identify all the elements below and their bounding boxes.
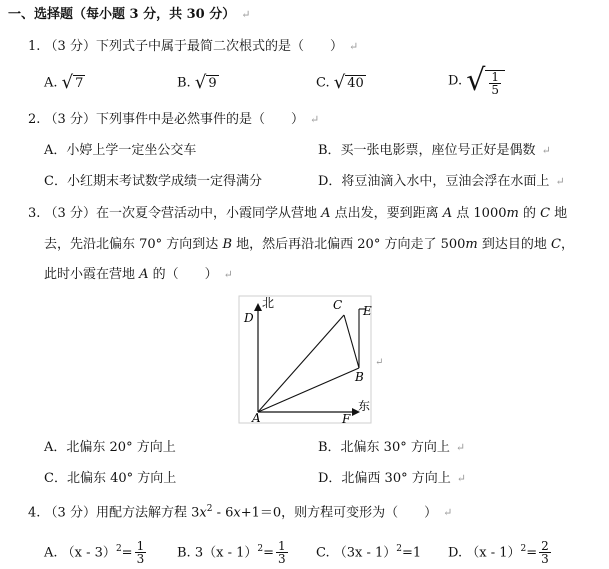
question-text: （3 分）下列事件中是必然事件的是（ ） <box>44 112 304 127</box>
question-3-line-2 <box>44 236 574 254</box>
text-run: 点出发，要到距离 <box>330 206 443 221</box>
option-label: C. <box>316 75 330 91</box>
q1-option-c <box>316 74 366 93</box>
fraction <box>135 540 147 565</box>
point-a: A <box>321 206 331 221</box>
sqrt-sign: √ <box>333 72 346 93</box>
radicand: 7 <box>75 76 84 91</box>
paragraph-mark: ↵ <box>443 506 453 520</box>
point-b: B <box>222 237 233 252</box>
expression: 3（x - 1） <box>194 545 258 561</box>
numerator: 1 <box>278 539 286 554</box>
q2-option-a: A．小婷上学一定坐公交车 <box>44 143 197 158</box>
paragraph-mark: ↵ <box>241 8 251 21</box>
expression: （x - 1） <box>466 545 521 561</box>
direction-diagram <box>238 295 388 425</box>
sqrt-expression <box>334 74 366 92</box>
label-d: D <box>244 311 254 325</box>
section-title <box>8 6 250 24</box>
denominator: 3 <box>278 552 286 567</box>
q3-option-b <box>318 439 465 457</box>
east-label: 东 <box>358 399 371 413</box>
sqrt-sign: √ <box>61 72 74 93</box>
q4-option-a <box>44 536 148 566</box>
expression: （3x - 1） <box>333 545 397 561</box>
option-text: D．北偏西 30° 方向上 <box>318 471 451 486</box>
text-run: （3 分）在一次夏令营活动中，小霞同学从营地 <box>44 206 322 221</box>
segment-ab <box>258 368 359 412</box>
paragraph-mark: ↵ <box>455 441 466 454</box>
q4-option-d <box>448 536 553 566</box>
q2-option-b <box>318 142 551 160</box>
q1-option-d <box>448 63 505 98</box>
point-a: A <box>139 267 149 282</box>
option-text: D．将豆油滴入水中，豆油会浮在水面上 <box>318 174 550 189</box>
numerator: 1 <box>136 539 145 554</box>
sqrt-expression <box>195 74 219 92</box>
radicand: 9 <box>208 76 217 91</box>
question-3-line-3 <box>44 266 233 284</box>
text-run: 的（ ） <box>148 267 218 282</box>
paragraph-mark: ↵ <box>375 357 384 368</box>
q4-option-c <box>316 536 421 566</box>
equals: = <box>263 545 274 561</box>
text-run: 地 <box>550 206 568 221</box>
paragraph-mark: ↵ <box>348 40 359 53</box>
option-label: D. <box>448 545 463 561</box>
sqrt-sign: √ <box>466 63 486 98</box>
question-number: 2. <box>28 112 41 127</box>
text-run: 到达目的地 <box>477 237 551 252</box>
north-label: 北 <box>262 296 275 310</box>
q1-option-a <box>44 74 85 93</box>
unit-m: m <box>465 237 478 252</box>
q1-option-b <box>177 74 219 93</box>
variable-x: x <box>199 505 207 521</box>
paragraph-mark: ↵ <box>223 268 233 281</box>
text-run: 地，然后再沿北偏西 20° 方向走了 500 <box>232 237 466 252</box>
exponent: 2 <box>257 544 264 554</box>
label-e: E <box>363 304 372 318</box>
denominator: 3 <box>136 552 145 567</box>
label-f: F <box>342 412 351 425</box>
q3-option-d <box>318 470 466 488</box>
q3-option-c: C．北偏东 40° 方向上 <box>44 471 177 486</box>
paragraph-mark: ↵ <box>309 113 320 126</box>
exponent: 2 <box>115 544 122 554</box>
option-text: B．北偏东 30° 方向上 <box>318 440 450 455</box>
fraction <box>539 540 551 565</box>
text-run: +1＝0，则方程可变形为（ ） <box>240 505 438 521</box>
text-run: 去，先沿北偏东 70° 方向到达 <box>44 237 223 252</box>
text-run: ， <box>560 237 574 252</box>
q2-option-d <box>318 173 565 191</box>
sqrt-expression <box>62 74 86 92</box>
text-run: - 6 <box>212 505 234 521</box>
segment-cb <box>344 315 359 368</box>
sqrt-sign: √ <box>194 72 207 93</box>
label-c: C <box>333 298 343 312</box>
sqrt-expression <box>466 63 505 98</box>
paragraph-mark: ↵ <box>456 472 466 485</box>
denominator: 5 <box>491 83 499 97</box>
label-a: A <box>252 411 261 425</box>
q3-option-a: A．北偏东 20° 方向上 <box>44 440 176 455</box>
segment-ac <box>258 315 344 412</box>
equals: = <box>526 545 538 561</box>
radicand: 40 <box>347 76 364 91</box>
option-label: C. <box>316 545 330 561</box>
section-title-text: 一、选择题（每小题 3 分，共 30 分） <box>8 7 236 22</box>
radicand <box>485 70 505 96</box>
option-label: D. <box>448 73 463 89</box>
text-run: 的 <box>518 206 541 221</box>
question-number: 4. <box>28 505 41 521</box>
q2-option-c: C．小红期末考试数学成绩一定得满分 <box>44 174 262 189</box>
fraction <box>489 71 501 96</box>
q4-option-b <box>177 536 290 566</box>
numerator: 1 <box>491 70 499 84</box>
question-4-stem <box>28 500 452 522</box>
text-run: （3 分）用配方法解方程 3 <box>44 505 200 521</box>
equals: = <box>121 545 133 561</box>
question-2-stem <box>28 111 319 129</box>
equals: =1 <box>402 545 422 561</box>
option-text: B．买一张电影票，座位号正好是偶数 <box>318 143 536 158</box>
unit-m: m <box>506 206 519 221</box>
denominator: 3 <box>541 552 549 567</box>
point-c: C <box>551 237 561 252</box>
label-b: B <box>355 370 364 384</box>
option-label: A. <box>44 75 58 91</box>
point-c: C <box>540 206 551 221</box>
paragraph-mark: ↵ <box>541 144 551 157</box>
exponent: 2 <box>520 544 527 554</box>
option-label: B. <box>177 545 191 561</box>
option-label: A. <box>44 545 58 561</box>
exponent: 2 <box>206 504 213 514</box>
numerator: 2 <box>541 539 549 554</box>
expression: （x - 3） <box>61 545 116 561</box>
question-number: 3. <box>28 206 41 221</box>
question-3-line-1 <box>28 205 567 223</box>
exponent: 2 <box>396 544 403 554</box>
text-run: 此时小霞在营地 <box>44 267 140 282</box>
question-1-stem <box>28 38 358 56</box>
question-number: 1. <box>28 39 41 54</box>
text-run: 点 1000 <box>452 206 507 221</box>
fraction <box>276 540 288 565</box>
question-text: （3 分）下列式子中属于最简二次根式的是（ ） <box>44 39 343 54</box>
variable-x: x <box>233 505 241 521</box>
point-a: A <box>442 206 453 221</box>
option-label: B. <box>177 75 191 91</box>
paragraph-mark: ↵ <box>555 175 565 188</box>
